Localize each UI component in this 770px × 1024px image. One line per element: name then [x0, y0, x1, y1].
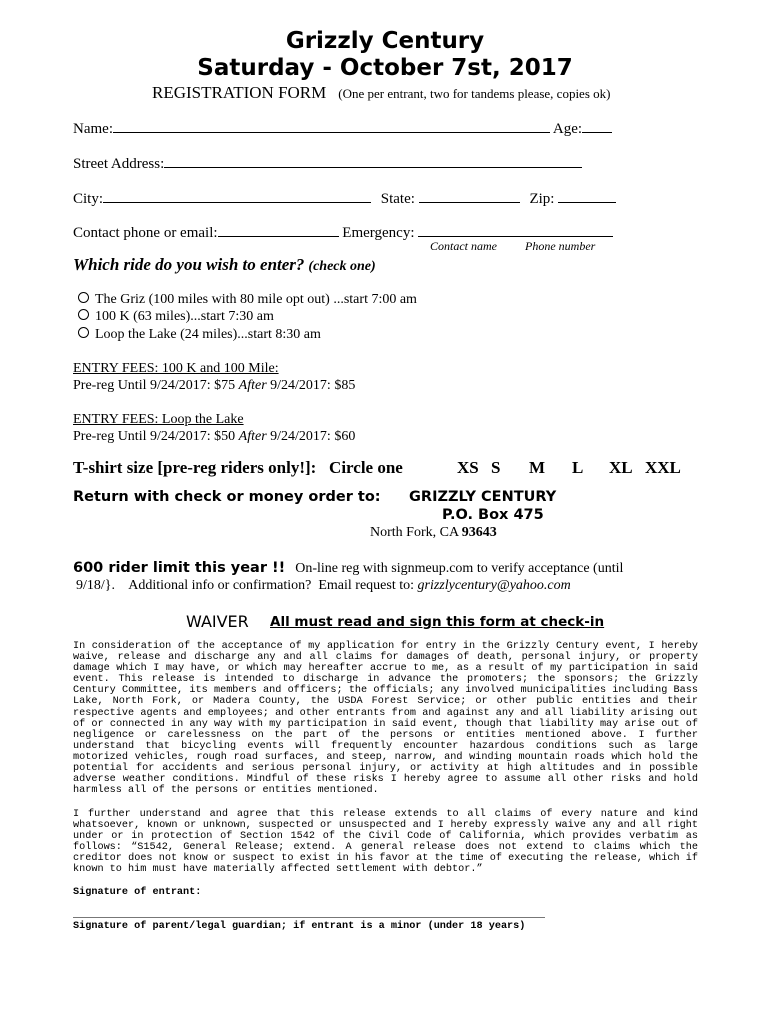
- size-xxl[interactable]: XXL: [645, 458, 681, 477]
- fees-line-loop: [73, 429, 355, 445]
- size-xl[interactable]: XL: [609, 458, 633, 477]
- limit-line-2: [76, 578, 571, 594]
- event-date: Saturday - October 7st, 2017: [197, 55, 573, 81]
- zip-field[interactable]: [558, 188, 616, 203]
- return-label: Return with check or money order to:: [73, 489, 381, 505]
- ride-option[interactable]: [78, 309, 274, 325]
- form-note: (One per entrant, two for tandems please, copies ok): [338, 86, 611, 101]
- ride-option[interactable]: [78, 292, 417, 308]
- state-label: State:: [380, 191, 415, 207]
- return-city: North Fork, CA: [370, 525, 462, 540]
- name-field[interactable]: [113, 118, 550, 133]
- fees-title-loop: ENTRY FEES: Loop the Lake: [73, 412, 244, 427]
- street-row: [73, 153, 582, 173]
- signature-entrant-label: Signature of entrant:: [73, 887, 202, 898]
- ride-option-label: The Griz (100 miles with 80 mile opt out) ...start 7:00 am: [95, 292, 417, 307]
- fees-title-100: ENTRY FEES: 100 K and 100 Mile:: [73, 361, 279, 376]
- waiver-paragraph-1: In consideration of the acceptance of my application for entry in the Grizzly Century event, I hereby waive, release and discharge any and all claims for damages of death, personal injury, or property damage which I may have, or which may hereafter accrue to me, as a result of my participation in said event. This release is intended to discharge in advance the promoters; the sponsors; the Grizzly Century Committee, its members and officers; the officials; any involved municipalities including Bass Lake, North Fork, or Madera County, the USDA Forest Service; or other public entities and their respective agents and employees; and other entrants from and against any and all liability arising out of or connected in any way with my participation in said event, though that liability may arise out of negligence or carelessness on the part of the persons or entities mentioned above. I further understand that bicycling events will frequently encounter hazardous conditions such as large motorized vehicles, rough road surfaces, and steep, narrow, and winding mountain roads which hold the potential for accidents and serious personal injury, or activity at high altitudes and in possible adverse weather conditions. Mindful of these risks I hereby agree to assume all other risks and hold harmless all of the persons or entities mentioned.: [73, 641, 698, 797]
- emergency-field[interactable]: [418, 222, 613, 237]
- city-row: [73, 188, 616, 208]
- return-org: GRIZZLY CENTURY: [409, 489, 557, 505]
- limit-text: On-line reg with signmeup.com to verify acceptance (until: [295, 561, 624, 576]
- size-m[interactable]: M: [529, 458, 546, 477]
- waiver-subtitle: All must read and sign this form at check-in: [270, 614, 605, 630]
- contact-label: Contact phone or email:: [73, 225, 218, 241]
- limit-text-2: 9/18/}. Additional info or confirmation? Email request to:: [76, 578, 418, 593]
- return-po-box: P.O. Box 475: [442, 507, 544, 523]
- street-field[interactable]: [164, 153, 582, 168]
- waiver-title: WAIVER: [186, 612, 249, 631]
- tshirt-label: T-shirt size [pre-reg riders only!]: Circle one: [73, 458, 403, 477]
- form-heading: [152, 83, 610, 103]
- radio-circle-icon[interactable]: [78, 292, 89, 303]
- fees-after: After: [238, 429, 267, 444]
- ride-option-label: 100 K (63 miles)...start 7:30 am: [95, 309, 274, 324]
- radio-circle-icon[interactable]: [78, 327, 89, 338]
- street-label: Street Address:: [73, 156, 165, 172]
- signature-line[interactable]: [73, 917, 545, 918]
- age-field[interactable]: [582, 118, 612, 133]
- fees-after: After: [238, 378, 267, 393]
- age-label: Age:: [552, 121, 583, 137]
- emergency-label: Emergency:: [342, 225, 415, 241]
- fees-pre: Pre-reg Until 9/24/2017: $75: [73, 378, 239, 393]
- fees-post: 9/24/2017: $60: [266, 429, 356, 444]
- waiver-paragraph-2: I further understand and agree that this release extends to all claims of every nature and kind whatsoever, known or unknown, suspected or unsuspected and I hereby expressly waive any and all right under or in protection of Section 1542 of the Civil Code of California, which provides verbatim as follows: “S1542, General Release; extend. A general release does not extend to claims which the creditor does not know or suspect to exist in his favor at the time of executing the release, which if known to him must have materially affected settlement with debtor.”: [73, 809, 698, 876]
- ride-option[interactable]: [78, 327, 321, 343]
- return-zip: 93643: [461, 525, 497, 540]
- signature-parent-label: Signature of parent/legal guardian; if entrant is a minor (under 18 years): [73, 921, 526, 932]
- size-s[interactable]: S: [491, 458, 501, 477]
- name-row: [73, 118, 612, 138]
- event-title: Grizzly Century: [285, 28, 485, 54]
- zip-label: Zip:: [529, 191, 555, 207]
- fees-line-100: [73, 378, 355, 394]
- state-field[interactable]: [419, 188, 520, 203]
- form-name: REGISTRATION FORM: [152, 83, 327, 102]
- radio-circle-icon[interactable]: [78, 309, 89, 320]
- ride-question-text: Which ride do you wish to enter?: [73, 255, 305, 274]
- fees-pre: Pre-reg Until 9/24/2017: $50: [73, 429, 239, 444]
- contact-name-hint: Contact name: [430, 239, 497, 253]
- ride-question: [73, 255, 376, 275]
- return-city-line: [370, 525, 497, 541]
- contact-email[interactable]: grizzlycentury@yahoo.com: [417, 578, 571, 593]
- size-xs[interactable]: XS: [457, 458, 479, 477]
- fees-post: 9/24/2017: $85: [266, 378, 356, 393]
- name-label: Name:: [73, 121, 113, 137]
- limit-bold: 600 rider limit this year !!: [73, 560, 286, 576]
- contact-field[interactable]: [218, 222, 339, 237]
- ride-check-hint: (check one): [308, 259, 376, 274]
- size-l[interactable]: L: [572, 458, 584, 477]
- limit-line: [73, 559, 623, 577]
- phone-number-hint: Phone number: [525, 239, 596, 253]
- ride-option-label: Loop the Lake (24 miles)...start 8:30 am: [95, 327, 321, 342]
- city-field[interactable]: [103, 188, 371, 203]
- city-label: City:: [73, 191, 104, 207]
